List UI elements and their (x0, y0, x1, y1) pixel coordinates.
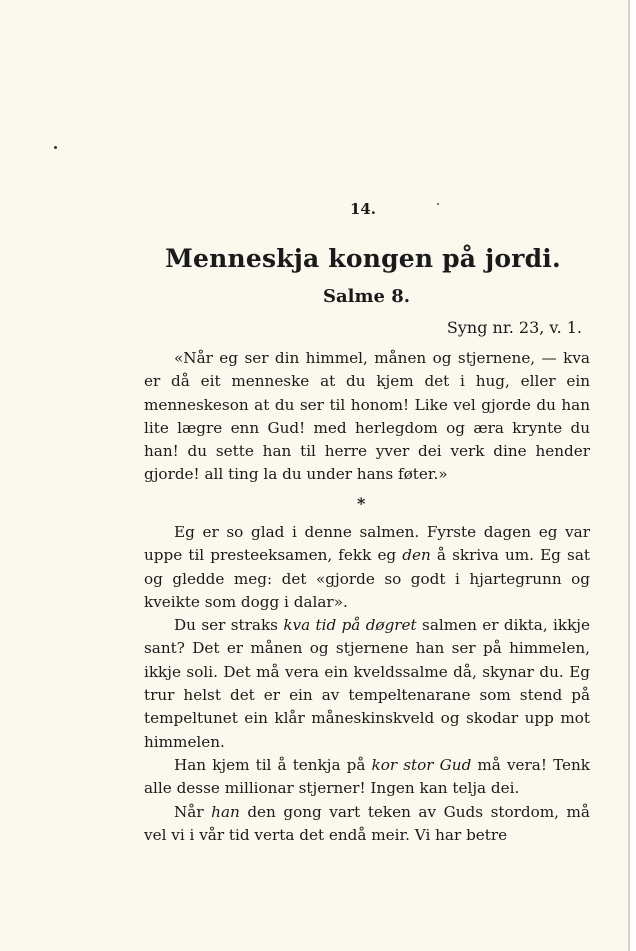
paragraph-1: Eg er so glad i denne salmen. Fyrste dagen eg var uppe til presteeksamen, fekk eg den å skriva um. Eg sat og gledde meg: det «gjorde so godt i hjartegrunn og kveikte som dogg i dalar». (144, 523, 590, 611)
emphasis-han: han (211, 802, 240, 821)
paragraph-2: Du ser straks kva tid på døgret salmen er dikta, ikkje sant? Det er månen og stjernene han ser på himmelen, ikkje soli. Det må vera ein kveldssalme då, skynar du. Eg trur helst det er ein av tempeltenarane som stend på tempeltunet ein klår måneskinskveld og skodar upp mot himmelen. (144, 616, 590, 751)
main-text (144, 521, 590, 847)
section-separator: * (357, 494, 366, 513)
quote-paragraph: «Når eg ser din himmel, månen og stjernene, — kva er då eit menneske at du kjem det i hug, eller ein menneskeson at du ser til honom! Like vel gjorde du han lite lægre enn Gud! med herlegdom og æra krynte du han! du sette han til herre yver dei verk dine hender gjorde! all ting la du under hans føter.» (144, 349, 590, 484)
emphasis-den: den (402, 546, 431, 565)
page-title: Menneskja kongen på jordi. (165, 244, 561, 273)
psalm-reference: Salme 8. (322, 286, 411, 307)
page-speck (54, 146, 57, 149)
hymn-reference: Syng nr. 23, v. 1. (446, 318, 582, 337)
emphasis-how-great-god: kor stor Gud (371, 755, 472, 774)
quote-block (144, 347, 590, 487)
paragraph-4: Når han den gong vart teken av Guds stordom, må vel vi i vår tid verta det endå meir. Vi har betre (144, 802, 590, 844)
paragraph-3: Han kjem til å tenkja på kor stor Gud må vera! Tenk alle desse millionar stjerner! Ingen kan telja dei. (144, 755, 590, 798)
emphasis-time-of-day: kva tid på døgret (283, 616, 417, 635)
chapter-number: 14. (349, 200, 377, 218)
